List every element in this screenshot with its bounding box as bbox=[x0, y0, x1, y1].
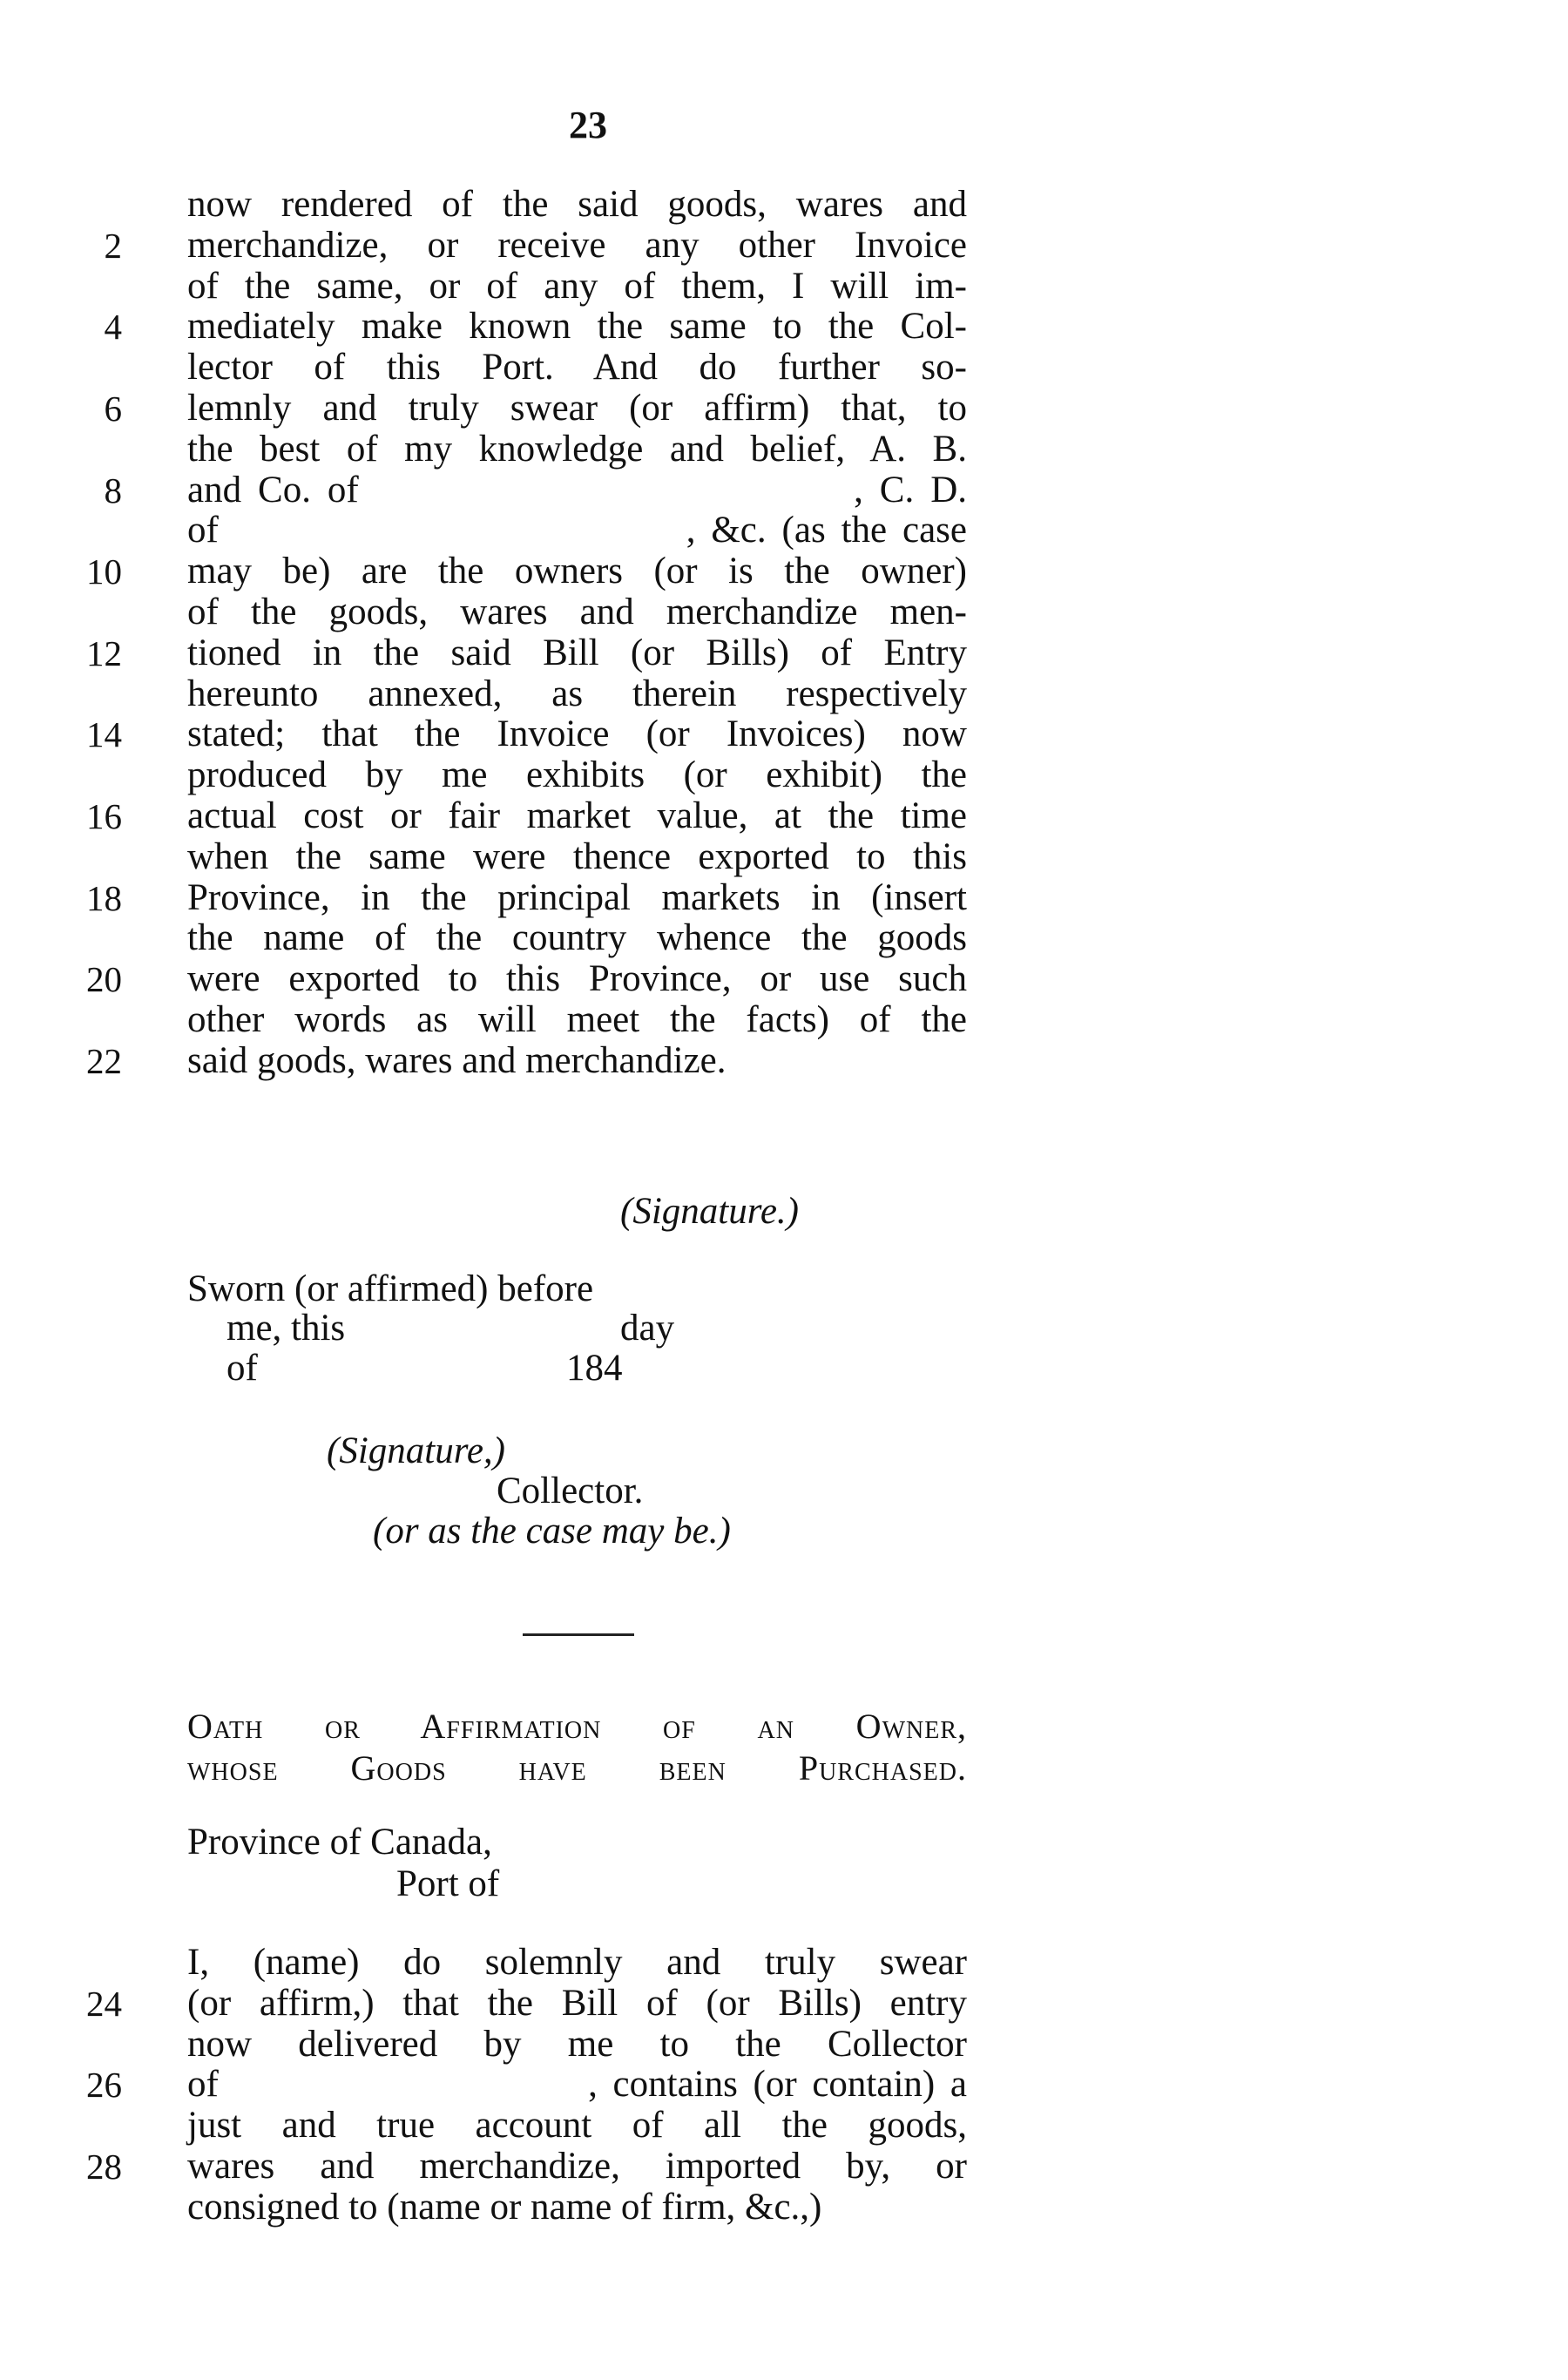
line-text: the best of my knowledge and belief, A. B. bbox=[187, 428, 967, 470]
text-line bbox=[131, 674, 967, 715]
line-text: of the same, or of any of them, I will im- bbox=[187, 265, 967, 307]
line-number: 8 bbox=[104, 470, 122, 510]
text-line bbox=[86, 632, 967, 674]
line-number: 22 bbox=[86, 1040, 122, 1081]
port-line: Port of bbox=[396, 1863, 500, 1904]
line-text: I, (name) do solemnly and truly swear bbox=[187, 1942, 967, 1983]
text-line bbox=[131, 185, 967, 226]
line-number: 20 bbox=[86, 959, 122, 1000]
text-line bbox=[86, 713, 967, 755]
line-text: mediately make known the same to the Col- bbox=[187, 306, 967, 348]
text-line bbox=[131, 510, 967, 551]
line-text: consigned to (name or name of firm, &c.,) bbox=[187, 2186, 822, 2228]
line-text: now delivered by me to the Collector bbox=[187, 2023, 967, 2065]
oath-text-block-2 bbox=[86, 1942, 967, 2228]
line-text: actual cost or fair market value, at the time bbox=[187, 794, 967, 836]
line-text: merchandize, or receive any other Invoice bbox=[187, 224, 967, 266]
sworn-line-3-left: of bbox=[226, 1348, 258, 1389]
text-line bbox=[131, 429, 967, 470]
line-number: 28 bbox=[86, 2146, 122, 2187]
text-line bbox=[131, 2025, 967, 2066]
text-line bbox=[131, 2106, 967, 2147]
or-as-case-note: (or as the case may be.) bbox=[373, 1511, 731, 1552]
line-number: 14 bbox=[86, 714, 122, 755]
line-text: stated; that the Invoice (or Invoices) now bbox=[187, 713, 967, 755]
line-number: 24 bbox=[86, 1983, 122, 2024]
text-line bbox=[131, 2187, 967, 2228]
text-line bbox=[86, 1039, 967, 1082]
line-text: the name of the country whence the goods bbox=[187, 917, 967, 959]
text-line bbox=[86, 794, 967, 837]
line-number: 26 bbox=[86, 2065, 122, 2106]
sworn-line-3-right: 184 bbox=[566, 1348, 623, 1389]
text-line bbox=[104, 306, 967, 348]
line-text: said goods, wares and merchandize. bbox=[187, 1039, 727, 1081]
text-line bbox=[131, 348, 967, 389]
sworn-line-2-right: day bbox=[620, 1308, 675, 1349]
line-text: hereunto annexed, as therein respectively bbox=[187, 673, 967, 714]
section-heading-line-2: whose Goods have been Purchased. bbox=[187, 1748, 967, 1788]
line-text: tioned in the said Bill (or Bills) of Entry bbox=[187, 632, 967, 673]
text-line bbox=[86, 2145, 967, 2187]
text-line bbox=[131, 755, 967, 796]
line-text: lemnly and truly swear (or affirm) that, to bbox=[187, 387, 967, 429]
line-text: (or affirm,) that the Bill of (or Bills) entry bbox=[187, 1982, 967, 2024]
line-number: 2 bbox=[104, 225, 122, 266]
text-line bbox=[104, 224, 967, 267]
sworn-line-2-left: me, this bbox=[226, 1308, 346, 1349]
text-line bbox=[131, 1000, 967, 1041]
line-text: wares and merchandize, imported by, or bbox=[187, 2145, 967, 2187]
line-text: may be) are the owners (or is the owner) bbox=[187, 551, 967, 592]
line-number: 16 bbox=[86, 795, 122, 836]
sworn-line-1: Sworn (or affirmed) before bbox=[187, 1268, 594, 1309]
line-number: 18 bbox=[86, 877, 122, 918]
line-text: when the same were thence exported to this bbox=[187, 835, 967, 877]
line-text: just and true account of all the goods, bbox=[187, 2105, 967, 2147]
line-number: 6 bbox=[104, 388, 122, 429]
line-number: 12 bbox=[86, 632, 122, 673]
line-text: produced by me exhibits (or exhibit) the bbox=[187, 754, 967, 796]
line-text: were exported to this Province, or use such bbox=[187, 958, 967, 1000]
text-line bbox=[86, 551, 967, 592]
text-line bbox=[131, 1943, 967, 1984]
line-number: 4 bbox=[104, 307, 122, 348]
collector-signature-placeholder: (Signature,) bbox=[327, 1430, 506, 1471]
oath-text-block bbox=[86, 184, 967, 1082]
text-line bbox=[131, 267, 967, 308]
line-text: of , contains (or contain) a bbox=[187, 2064, 967, 2106]
line-text: other words as will meet the facts) of the bbox=[187, 998, 967, 1040]
line-text: lector of this Port. And do further so- bbox=[187, 347, 967, 389]
line-text: of the goods, wares and merchandize men- bbox=[187, 591, 967, 632]
text-line bbox=[86, 2064, 967, 2106]
signature-placeholder: (Signature.) bbox=[620, 1191, 800, 1232]
section-heading-line-1: Oath or Affirmation of an Owner, bbox=[187, 1707, 967, 1746]
text-line bbox=[104, 469, 967, 511]
text-line bbox=[104, 387, 967, 429]
line-text: Province, in the principal markets in (insert bbox=[187, 876, 967, 918]
text-line bbox=[86, 1982, 967, 2025]
line-number: 10 bbox=[86, 551, 122, 592]
text-line bbox=[131, 592, 967, 633]
page-number: 23 bbox=[569, 104, 607, 146]
section-divider bbox=[523, 1633, 634, 1636]
line-text: of , &c. (as the case bbox=[187, 510, 967, 551]
text-line bbox=[86, 876, 967, 919]
text-line bbox=[131, 837, 967, 878]
text-line bbox=[131, 918, 967, 959]
province-line: Province of Canada, bbox=[187, 1822, 492, 1863]
text-line bbox=[86, 958, 967, 1000]
line-text: and Co. of , C. D. bbox=[187, 469, 967, 510]
line-text: now rendered of the said goods, wares and bbox=[187, 184, 967, 225]
collector-title: Collector. bbox=[497, 1471, 644, 1511]
